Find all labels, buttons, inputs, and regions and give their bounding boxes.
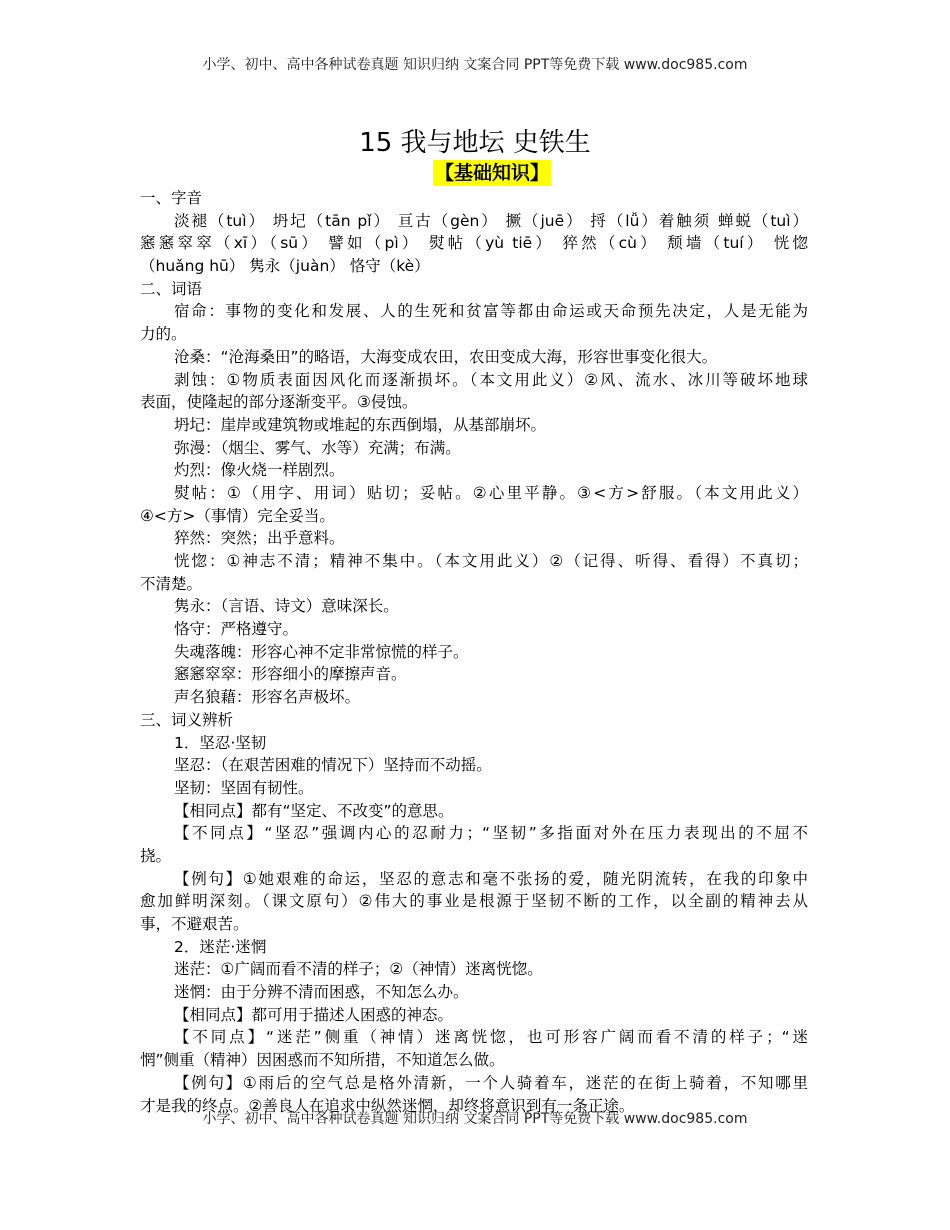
- text-line: 坍圮：崖岸或建筑物或堆起的东西倒塌，从基部崩坏。: [174, 415, 547, 434]
- text-line: 【例句】①雨后的空气总是格外清新，一个人骑着车，迷茫的在街上骑着，不知哪里: [174, 1073, 808, 1092]
- text-line: 猝然：突然；出乎意料。: [174, 529, 345, 548]
- text-line: 窸窸窣窣（xī）（sū） 譬如（pì） 熨帖（yù tiē） 猝然（cù） 颓墙（tuí） 恍惚: [140, 234, 808, 253]
- text-line: 事，不避艰苦。: [140, 915, 249, 933]
- text-line: 迷惘：由于分辨不清而困惑，不知怎么办。: [174, 983, 469, 1002]
- text-line: 愈加鲜明深刻。（课文原句）②伟大的事业是根源于坚韧不断的工作，以全副的精神去从: [140, 892, 808, 911]
- text-line: 灼烈：像火烧一样剧烈。: [174, 461, 345, 480]
- subheading: 2．迷茫·迷惘: [174, 937, 267, 956]
- text-line: 坚忍：（在艰苦困难的情况下）坚持而不动摇。: [174, 756, 492, 775]
- text-line: 力的。: [140, 325, 187, 344]
- text-line: 声名狼藉：形容名声极坏。: [174, 688, 361, 707]
- text-line: 淡褪（tuì） 坍圮（tān pǐ） 亘古（gèn） 撅（juē） 捋（lǚ）着触须 蝉蜕（tuì）: [174, 211, 808, 230]
- page-header: 小学、初中、高中各种试卷真题 知识归纳 文案合同 PPT等免费下载 www.doc985.com: [202, 57, 748, 73]
- text-line: 隽永：（言语、诗文）意味深长。: [174, 597, 399, 616]
- page-footer: 小学、初中、高中各种试卷真题 知识归纳 文案合同 PPT等免费下载 www.doc985.com: [202, 1111, 748, 1127]
- text-line: 坚韧：坚固有韧性。: [174, 778, 314, 797]
- section-tag-highlight: 【基础知识】: [435, 162, 550, 184]
- text-line: 窸窸窣窣：形容细小的摩擦声音。: [174, 665, 407, 684]
- text-line: 惘”侧重（精神）因困惑而不知所措，不知道怎么做。: [140, 1051, 505, 1070]
- text-line: 迷茫：①广阔而看不清的样子；②（神情）迷离恍惚。: [174, 960, 543, 979]
- section-heading: 二、词语: [140, 279, 203, 298]
- text-line: 熨帖：①（用字、用词）贴切；妥帖。②心里平静。③<方>舒服。（本文用此义）: [174, 483, 808, 502]
- text-line: 不清楚。: [140, 574, 203, 593]
- subheading: 1．坚忍·坚韧: [174, 733, 267, 752]
- text-line: 【相同点】都有“坚定、不改变”的意思。: [174, 801, 454, 820]
- text-line: （huǎng hū） 隽永（juàn） 恪守（kè）: [140, 257, 430, 276]
- text-line: 恪守：严格遵守。: [174, 620, 299, 639]
- document-body: [140, 187, 808, 1117]
- text-line: ④<方>（事情）完全妥当。: [140, 506, 335, 525]
- text-line: 沧桑：“沧海桑田”的略语，大海变成农田，农田变成大海，形容世事变化很大。: [174, 347, 718, 366]
- text-line: 才是我的终点。②善良人在追求中纵然迷惘，却终将意识到有一条正途。: [140, 1096, 635, 1115]
- section-heading: 一、字音: [140, 189, 203, 207]
- text-line: 挠。: [140, 846, 172, 865]
- page-title: 15 我与地坛 史铁生: [359, 128, 591, 158]
- text-line: 【不同点】“迷茫”侧重（神情）迷离恍惚，也可形容广阔而看不清的样子；“迷: [174, 1028, 808, 1047]
- text-line: 失魂落魄：形容心神不定非常惊慌的样子。: [174, 642, 469, 661]
- text-line: 【不同点】“坚忍”强调内心的忍耐力；“坚韧”多指面对外在压力表现出的不屈不: [174, 824, 808, 843]
- text-line: 剥蚀：①物质表面因风化而逐渐损坏。（本文用此义）②风、流水、冰川等破坏地球: [174, 370, 808, 389]
- text-line: 【例句】①她艰难的命运，坚忍的意志和毫不张扬的爱，随光阴流转，在我的印象中: [174, 869, 808, 888]
- text-line: 宿命：事物的变化和发展、人的生死和贫富等都由命运或天命预先决定，人是无能为: [174, 302, 808, 321]
- text-line: 表面，使隆起的部分逐渐变平。③侵蚀。: [140, 393, 418, 412]
- text-line: 恍惚：①神志不清；精神不集中。（本文用此义）②（记得、听得、看得）不真切；: [174, 552, 808, 570]
- section-heading: 三、词义辨析: [140, 710, 234, 729]
- text-line: 弥漫：（烟尘、雾气、水等）充满；布满。: [174, 438, 461, 457]
- text-line: 【相同点】都可用于描述人困惑的神态。: [174, 1005, 454, 1024]
